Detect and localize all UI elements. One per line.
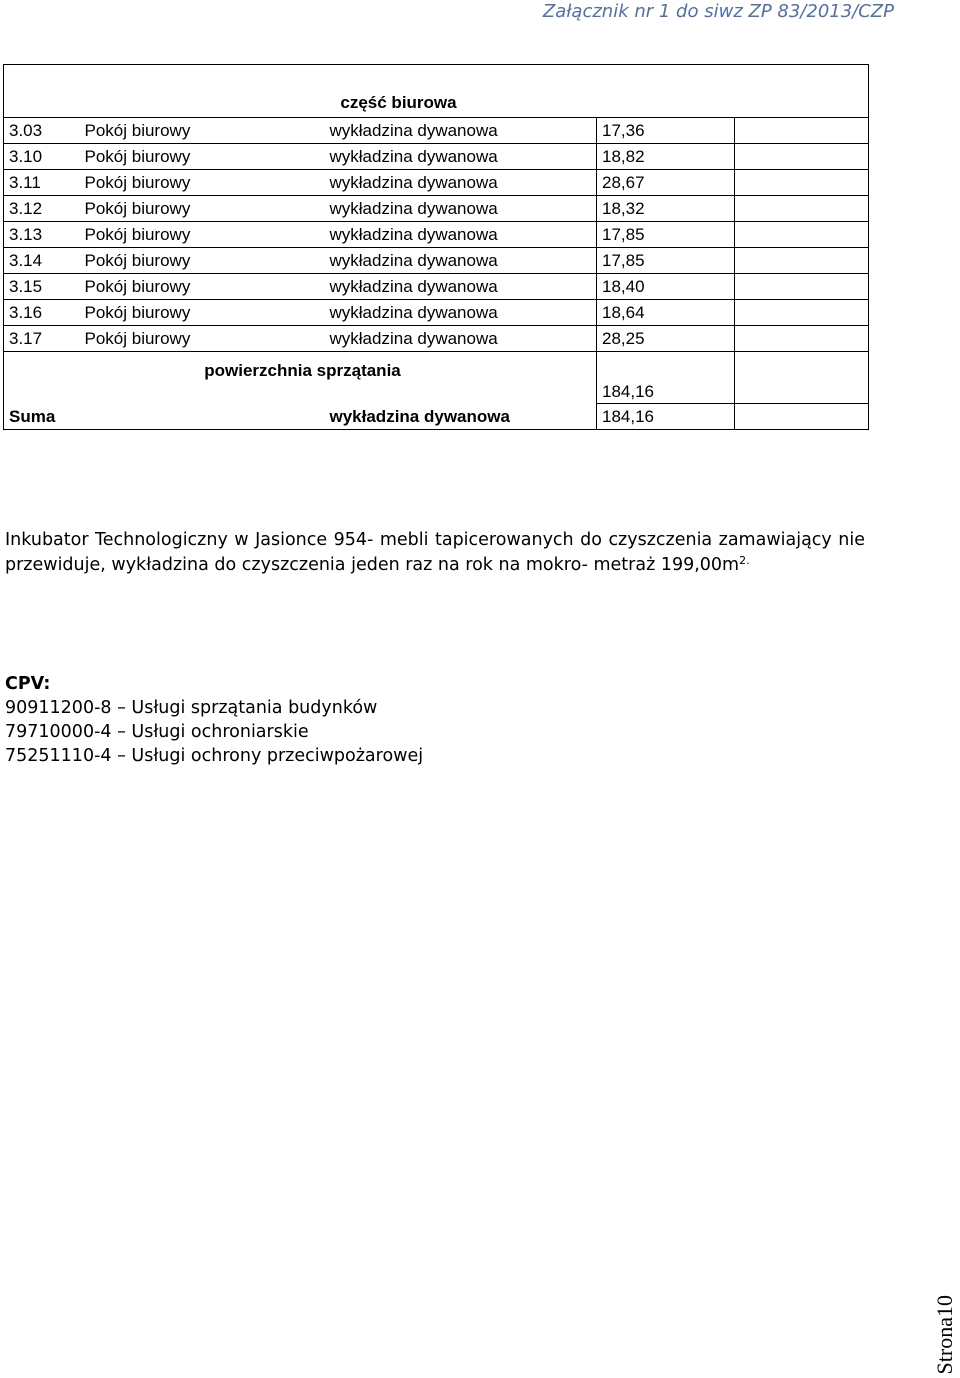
room-name-cell: Pokój biurowy — [80, 300, 325, 326]
area-cell: 18,32 — [597, 196, 735, 222]
room-id-cell: 3.13 — [4, 222, 80, 248]
section-title: część biurowa — [4, 65, 869, 118]
sum-row — [4, 404, 869, 430]
room-name-cell: Pokój biurowy — [80, 274, 325, 300]
room-name-cell: Pokój biurowy — [80, 326, 325, 352]
description-text: Inkubator Technologiczny w Jasionce 954- mebli tapicerowanych do czyszczenia zamawiający nie przewiduje, wykładzina do czyszczenia jeden raz na rok na mokro- metraż 199,00m — [5, 530, 865, 575]
cpv-code: 90911200-8 – Usługi sprzątania budynków — [5, 698, 378, 718]
floor-type-cell: wykładzina dywanowa — [325, 326, 597, 352]
table-row — [4, 222, 869, 248]
empty-cell — [735, 352, 869, 404]
area-cell: 18,64 — [597, 300, 735, 326]
floor-type-cell: wykładzina dywanowa — [325, 274, 597, 300]
room-id-cell: 3.15 — [4, 274, 80, 300]
table-row — [4, 300, 869, 326]
room-name-cell: Pokój biurowy — [80, 118, 325, 144]
room-id-cell: 3.12 — [4, 196, 80, 222]
room-name-cell: Pokój biurowy — [80, 248, 325, 274]
room-id-cell: 3.16 — [4, 300, 80, 326]
cpv-code: 79710000-4 – Usługi ochroniarskie — [5, 722, 309, 742]
document-reference: Załącznik nr 1 do siwz ZP 83/2013/CZP — [542, 1, 894, 22]
table-row — [4, 170, 869, 196]
area-cell: 17,36 — [597, 118, 735, 144]
empty-cell — [735, 300, 869, 326]
table-row — [4, 274, 869, 300]
area-cell: 28,25 — [597, 326, 735, 352]
table-row — [4, 248, 869, 274]
floor-type-cell: wykładzina dywanowa — [325, 170, 597, 196]
page-number: Strona10 — [932, 1294, 957, 1374]
floor-type-cell: wykładzina dywanowa — [325, 118, 597, 144]
table-title-row — [4, 65, 869, 118]
area-total-value: 184,16 — [597, 352, 735, 404]
room-name-cell: Pokój biurowy — [80, 196, 325, 222]
cpv-section — [5, 672, 423, 768]
empty-cell — [735, 248, 869, 274]
area-cell: 17,85 — [597, 222, 735, 248]
empty-cell — [735, 404, 869, 430]
empty-cell — [735, 118, 869, 144]
room-id-cell: 3.14 — [4, 248, 80, 274]
floor-type-cell: wykładzina dywanowa — [325, 300, 597, 326]
sum-floor-type: wykładzina dywanowa — [325, 404, 597, 430]
area-cell: 18,40 — [597, 274, 735, 300]
room-name-cell: Pokój biurowy — [80, 144, 325, 170]
empty-cell — [735, 222, 869, 248]
empty-cell — [735, 196, 869, 222]
table-row — [4, 118, 869, 144]
cpv-title: CPV: — [5, 674, 51, 694]
description-paragraph — [5, 528, 865, 577]
floor-type-cell: wykładzina dywanowa — [325, 248, 597, 274]
empty-cell — [735, 170, 869, 196]
table-row — [4, 196, 869, 222]
empty-cell — [735, 144, 869, 170]
room-id-cell: 3.17 — [4, 326, 80, 352]
room-id-cell: 3.10 — [4, 144, 80, 170]
empty-cell — [735, 326, 869, 352]
area-cell: 28,67 — [597, 170, 735, 196]
room-name-cell: Pokój biurowy — [80, 170, 325, 196]
empty-cell — [735, 274, 869, 300]
room-name-cell: Pokój biurowy — [80, 222, 325, 248]
floor-type-cell: wykładzina dywanowa — [325, 144, 597, 170]
area-cell: 18,82 — [597, 144, 735, 170]
sum-label: Suma — [4, 404, 325, 430]
table-row — [4, 144, 869, 170]
cpv-code: 75251110-4 – Usługi ochrony przeciwpożarowej — [5, 746, 424, 766]
area-cell: 17,85 — [597, 248, 735, 274]
area-total-row — [4, 352, 869, 404]
floor-type-cell: wykładzina dywanowa — [325, 196, 597, 222]
room-table — [3, 64, 869, 430]
area-total-label: powierzchnia sprzątania — [4, 352, 597, 404]
room-id-cell: 3.03 — [4, 118, 80, 144]
description-superscript: 2. — [739, 553, 750, 567]
floor-type-cell: wykładzina dywanowa — [325, 222, 597, 248]
sum-value: 184,16 — [597, 404, 735, 430]
table-row — [4, 326, 869, 352]
room-id-cell: 3.11 — [4, 170, 80, 196]
